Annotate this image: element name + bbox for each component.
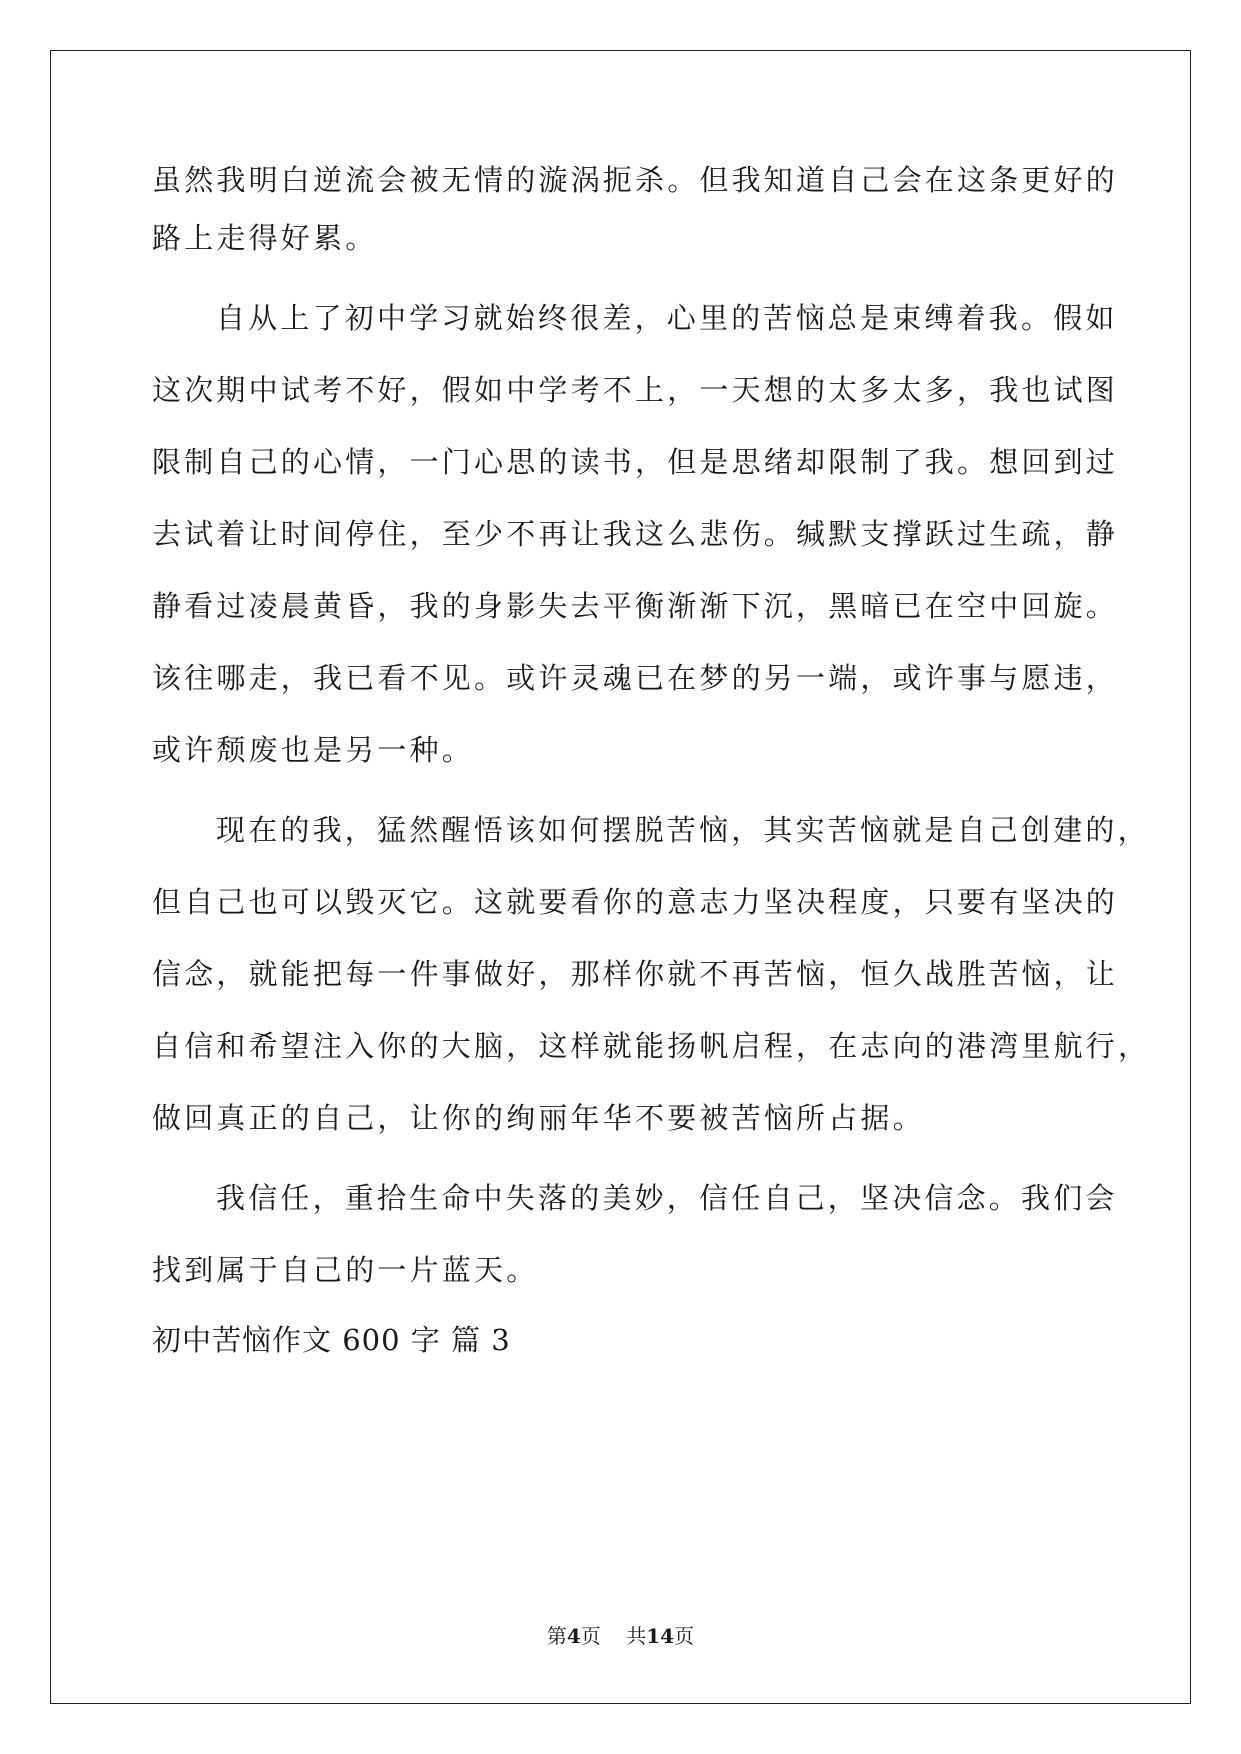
page-footer [0, 1624, 1241, 1648]
paragraph-start-line: 我信任，重拾生命中失落的美妙，信任自己，坚决信念。我们会 [216, 1181, 1118, 1215]
footer-suffix: 页 [674, 1624, 695, 1648]
text-line: 静看过凌晨黄昏，我的身影失去平衡渐渐下沉，黑暗已在空中回旋。 [152, 589, 1119, 623]
text-line: 限制自己的心情，一门心思的读书，但是思绪却限制了我。想回到过 [152, 445, 1119, 479]
paragraph-start-line: 自从上了初中学习就始终很差，心里的苦恼总是束缚着我。假如 [216, 301, 1118, 335]
current-page-number: 4 [566, 1624, 581, 1648]
text-line: 这次期中试考不好，假如中学考不上，一天想的太多太多，我也试图 [152, 373, 1119, 407]
footer-mid: 页 共 [580, 1624, 647, 1648]
text-line: 或许颓废也是另一种。 [152, 733, 475, 767]
text-line: 去试着让时间停住，至少不再让我这么悲伤。缄默支撑跃过生疏，静 [152, 517, 1119, 551]
text-line: 该往哪走，我已看不见。或许灵魂已在梦的另一端，或许事与愿违， [152, 661, 1119, 695]
text-line: 找到属于自己的一片蓝天。 [152, 1253, 539, 1287]
text-line: 做回真正的自己，让你的绚丽年华不要被苦恼所占据。 [152, 1101, 925, 1135]
footer-prefix: 第 [546, 1624, 567, 1648]
total-page-count: 14 [646, 1624, 675, 1648]
text-line: 信念，就能把每一件事做好，那样你就不再苦恼，恒久战胜苦恼，让 [152, 957, 1119, 991]
text-line: 但自己也可以毁灭它。这就要看你的意志力坚决程度，只要有坚决的 [152, 885, 1119, 919]
text-line: 虽然我明白逆流会被无情的漩涡扼杀。但我知道自己会在这条更好的 [152, 163, 1119, 197]
paragraph-start-line: 现在的我，猛然醒悟该如何摆脱苦恼，其实苦恼就是自己创建的， [216, 813, 1150, 847]
section-heading: 初中苦恼作文 600 字 篇 3 [152, 1323, 511, 1357]
text-line: 路上走得好累。 [152, 221, 378, 255]
text-line: 自信和希望注入你的大脑，这样就能扬帆启程，在志向的港湾里航行， [152, 1029, 1151, 1063]
